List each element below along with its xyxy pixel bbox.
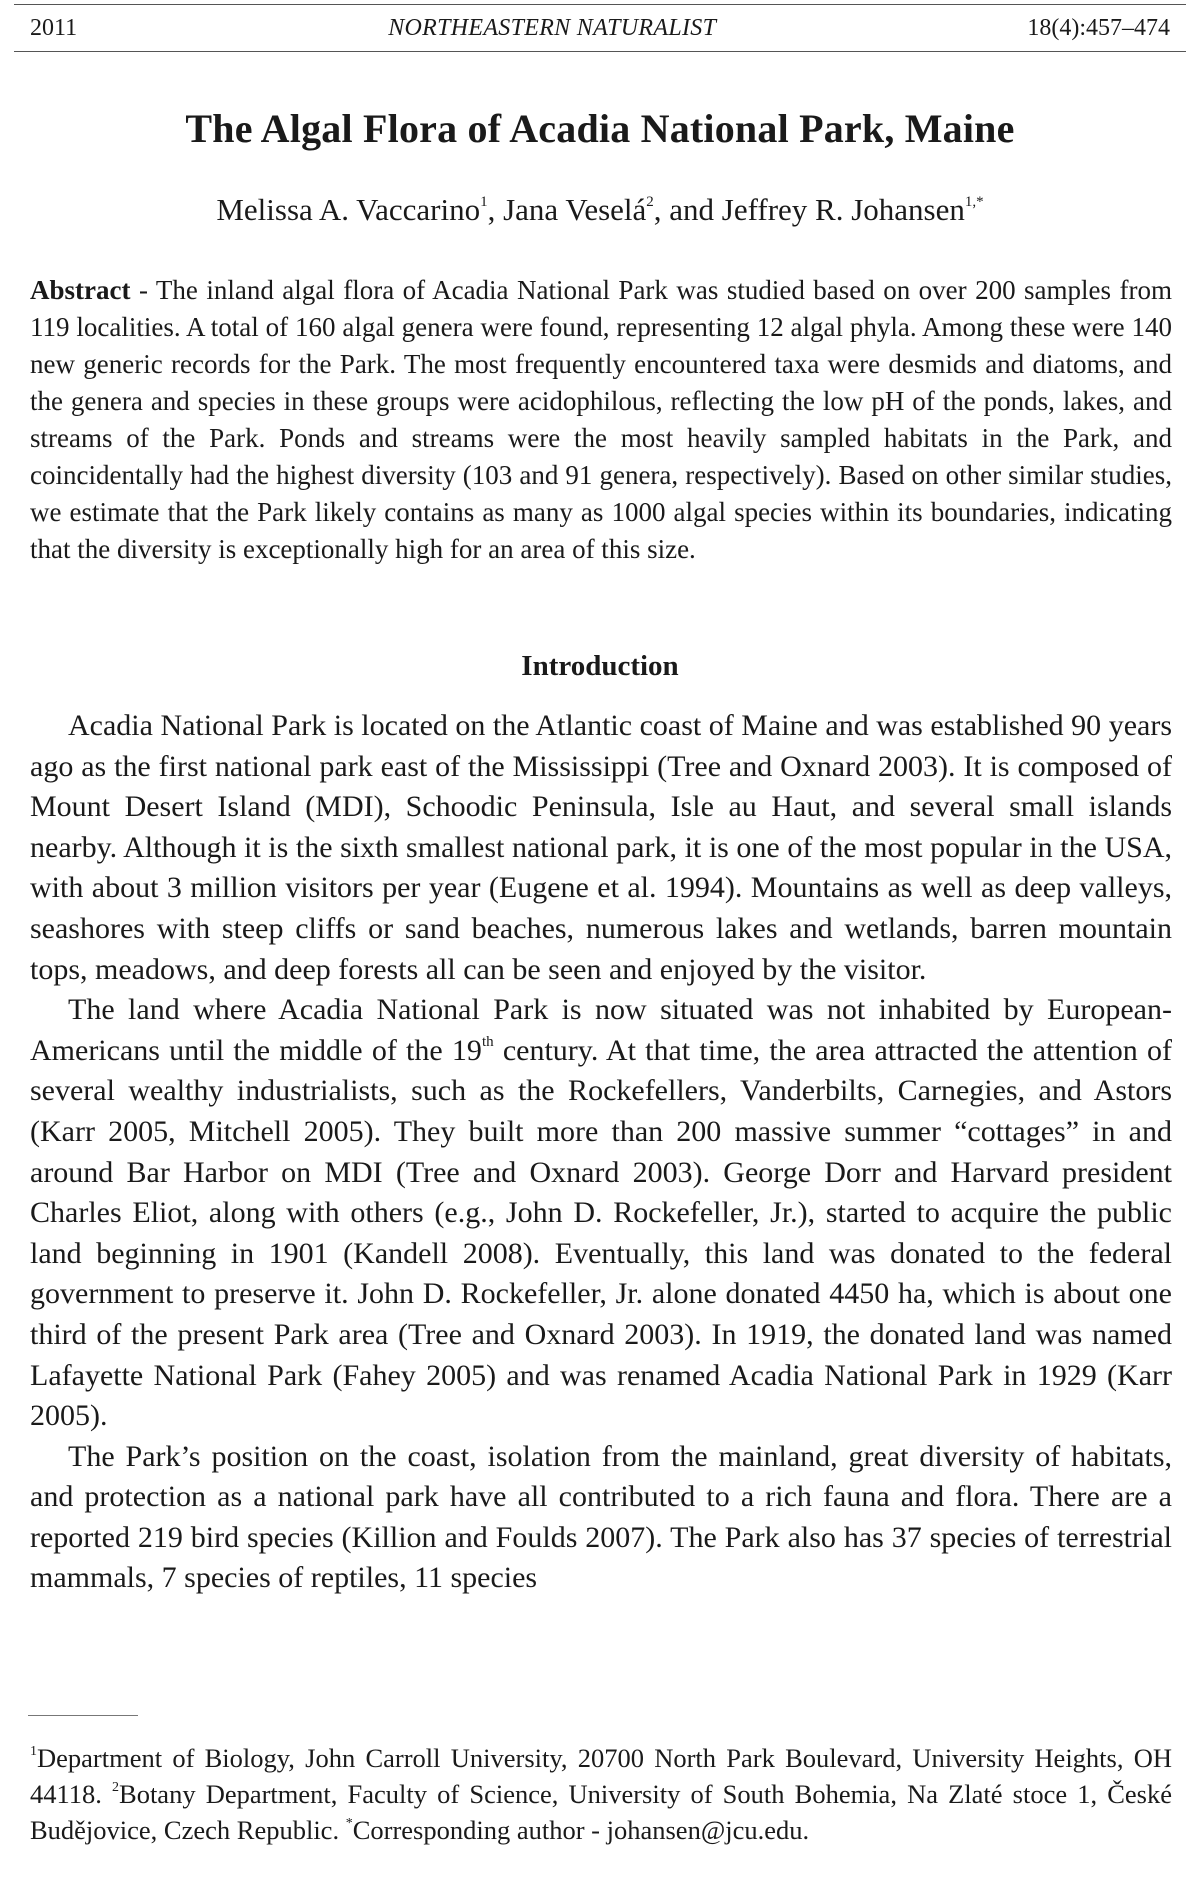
abstract-text: The inland algal flora of Acadia National Park was studied based on over 200 samples from 119 localities. A total of 160 algal genera were found, representing 12 algal phyla. Among these were 140 new generic records for the Park. The most frequently encountered taxa were desmids and diatoms, and the genera and species in these groups were acidophilous, reflecting the low pH of the ponds, lakes, and streams of the Park. Ponds and streams were the most heavily sampled habitats in the Park, and coincidentally had the highest diversity (103 and 91 genera, respectively). Based on other similar studies, we estimate that the Park likely contains as many as 1000 algal species within its boundaries, indicating that the diversity is exceptionally high for an area of this size. (30, 275, 1172, 564)
paper-title: The Algal Flora of Acadia National Park, Maine (185, 106, 1015, 151)
affiliation-marker: 2 (646, 194, 654, 210)
author: Jeffrey R. Johansen$^{1,*}$ (721, 192, 984, 227)
author-list: Melissa A. Vaccarino$^1$, Jana Veselá$^2$, and Jeffrey R. Johansen$^{1,*}$ (216, 192, 984, 227)
affiliation-marker: 1 (480, 194, 488, 210)
corresponding-author: Corresponding author - johansen@jcu.edu. (352, 1815, 810, 1845)
author: Melissa A. Vaccarino$^1$ (216, 192, 488, 227)
paragraph: Acadia National Park is located on the Atlantic coast of Maine and was established 90 years ago as the first national park east of the Mississippi (Tree and Oxnard 2003). It is composed of Mount Desert Island (MDI), Schoodic Peninsula, Isle au Haut, and several small islands nearby. Although it is the sixth smallest national park, it is one of the most popular in the USA, with about 3 million visitors per year (Eugene et al. 1994). Mountains as well as deep valleys, seashores with steep cliffs or sand beaches, numerous lakes and wetlands, barren mountain tops, meadows, and deep forests all can be seen and enjoyed by the visitor. (30, 709, 1172, 986)
section-heading-introduction: Introduction (521, 650, 679, 682)
affiliation-2: Botany Department, Faculty of Science, University of South Bohemia, Na Zlaté stoce 1, České Budějovice, Czech Republic. (30, 1779, 1172, 1845)
footnote-marker: * (345, 1816, 353, 1831)
paragraph: The Park’s position on the coast, isolation from the mainland, great diversity of habitats, and protection as a national park have all contributed to a rich fauna and flora. There are a reported 219 bird species (Killion and Foulds 2007). The Park also has 37 species of terrestrial mammals, 7 species of reptiles, 11 species (30, 1439, 1172, 1595)
journal-name: NORTHEASTERN NATURALIST (388, 14, 717, 41)
running-head (14, 4, 1186, 52)
author: Jana Veselá$^2$ (503, 192, 654, 227)
footnote-marker: 2 (112, 1780, 120, 1795)
affiliation-marker: 1,* (964, 194, 984, 210)
footnotes (30, 1740, 1172, 1848)
year: 2011 (30, 14, 78, 41)
footnote-marker: 1 (30, 1744, 37, 1759)
affiliation-1: Department of Biology, John Carroll University, 20700 North Park Boulevard, University Heights, OH 44118. (30, 1743, 1172, 1809)
abstract-label: Abstract (30, 275, 131, 305)
abstract: Abstract - The inland algal flora of Acadia National Park was studied based on over 200 samples from 119 localities. A total of 160 algal genera were found, representing 12 algal phyla. Among these were 140 new generic records for the Park. The most frequently encountered taxa were desmids and diatoms, and the genera and species in these groups were acidophilous, reflecting the low pH of the ponds, lakes, and streams of the Park. Ponds and streams were the most heavily sampled habitats in the Park, and coincidentally had the highest diversity (103 and 91 genera, respectively). Based on other similar studies, we estimate that the Park likely contains as many as 1000 algal species within its boundaries, indicating that the diversity is exceptionally high for an area of this size. (30, 275, 1172, 564)
footnote-divider (28, 1715, 138, 1716)
introduction-body (30, 706, 1172, 1599)
paragraph: The land where Acadia National Park is now situated was not inhabited by European-Americans until the middle of the 19th century. At that time, the area attracted the attention of several wealthy industrialists, such as the Rockefellers, Vanderbilts, Carnegies, and Astors (Karr 2005, Mitchell 2005). They built more than 200 massive summer “cottages” in and around Bar Harbor on MDI (Tree and Oxnard 2003). George Dorr and Harvard president Charles Eliot, along with others (e.g., John D. Rockefeller, Jr.), started to acquire the public land beginning in 1901 (Kandell 2008). Eventually, this land was donated to the federal government to preserve it. John D. Rockefeller, Jr. alone donated 4450 ha, which is about one third of the present Park area (Tree and Oxnard 2003). In 1919, the donated land was named Lafayette National Park (Fahey 2005) and was renamed Acadia National Park in 1929 (Karr 2005). (30, 993, 1172, 1433)
volume-pages: 18(4):457–474 (1027, 14, 1170, 41)
